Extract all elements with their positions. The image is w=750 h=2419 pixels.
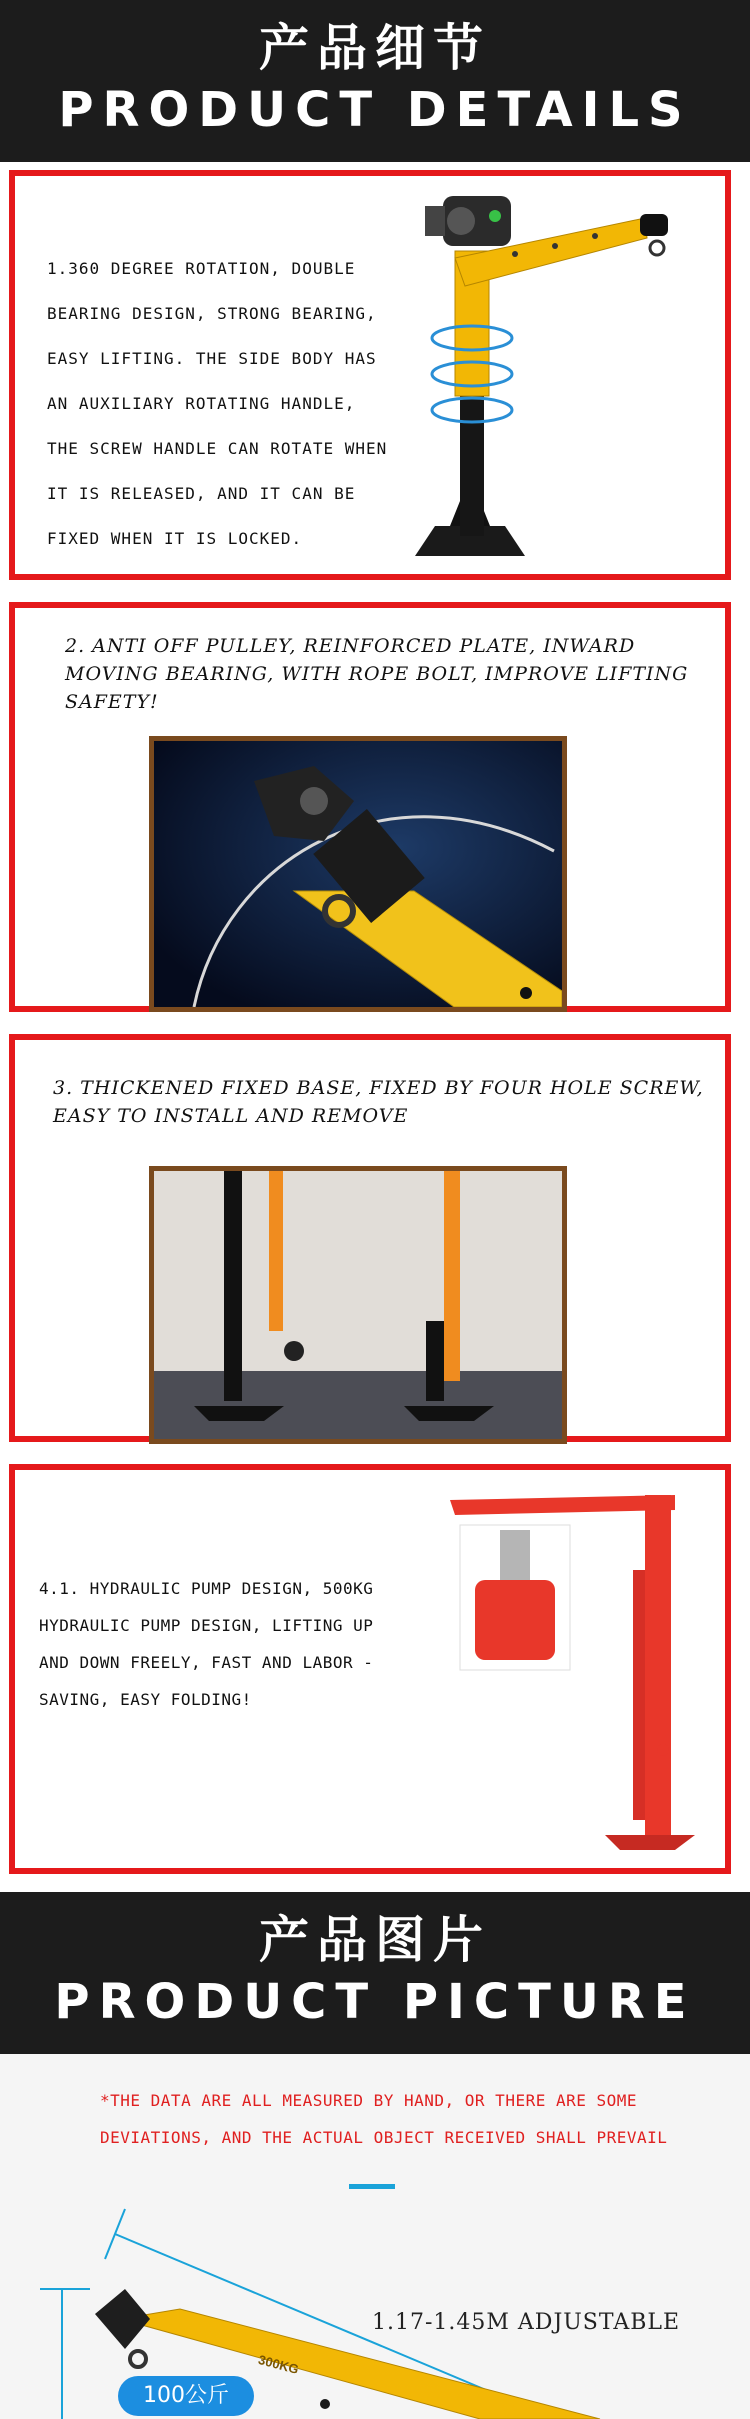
pulley-illustration xyxy=(154,741,562,1007)
feature-1-text: 1.360 DEGREE ROTATION, DOUBLE BEARING DESIGN, STRONG BEARING, EASY LIFTING. THE SIDE BODY HAS AN AUXILIARY ROTATING HANDLE, THE SCREW HANDLE CAN ROTATE WHEN IT IS RELEASED, AND IT CAN BE FIXED WHEN IT IS LOCKED. xyxy=(47,259,388,548)
feature-4-panel xyxy=(9,1464,731,1874)
picture-header xyxy=(0,1892,750,2054)
base-photo xyxy=(149,1166,567,1444)
feature-3-panel xyxy=(9,1034,731,1442)
details-title-cn: 产品细节 xyxy=(259,19,491,77)
feature-4-text: 4.1. HYDRAULIC PUMP DESIGN, 500KG HYDRAULIC PUMP DESIGN, LIFTING UP AND DOWN FREELY, FAST AND LABOR -SAVING, EASY FOLDING! xyxy=(39,1579,374,1709)
feature-1-panel xyxy=(9,170,731,580)
feature-2-text: 2. ANTI OFF PULLEY, REINFORCED PLATE, INWARD MOVING BEARING, WITH ROPE BOLT, IMPROVE LIFTING SAFETY! xyxy=(65,635,689,713)
arm-print-label: 300KG xyxy=(256,2351,301,2378)
crane-dimension-diagram xyxy=(0,2189,750,2419)
picture-title-cn: 产品图片 xyxy=(259,1911,491,1969)
details-header xyxy=(0,0,750,162)
dimension-label: 1.17-1.45M ADJUSTABLE xyxy=(372,2310,681,2335)
rotating-crane-image xyxy=(395,176,725,576)
capacity-badge: 100公斤 xyxy=(118,2376,254,2416)
pulley-photo xyxy=(149,736,567,1012)
details-title-en: PRODUCT DETAILS xyxy=(58,82,692,138)
measurement-note: *THE DATA ARE ALL MEASURED BY HAND, OR THERE ARE SOME DEVIATIONS, AND THE ACTUAL OBJECT RECEIVED SHALL PREVAIL xyxy=(100,2091,668,2147)
picture-section xyxy=(0,2054,750,2419)
feature-2-panel xyxy=(9,602,731,1012)
picture-title-en: PRODUCT PICTURE xyxy=(54,1974,696,2030)
feature-3-text: 3. THICKENED FIXED BASE, FIXED BY FOUR HOLE SCREW, EASY TO INSTALL AND REMOVE xyxy=(53,1077,704,1127)
base-illustration xyxy=(154,1171,562,1439)
hydraulic-crane-image xyxy=(405,1470,725,1870)
